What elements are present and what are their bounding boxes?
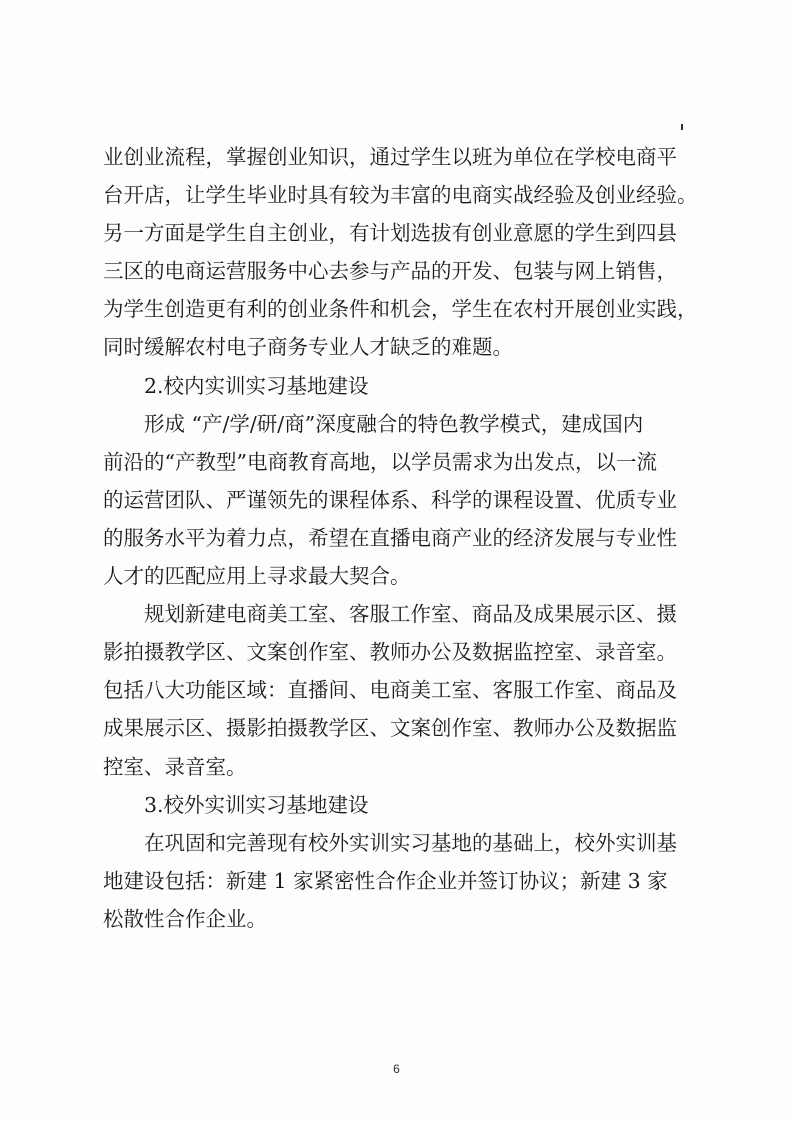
paragraph-line: 人才的匹配应用上寻求最大契合。 bbox=[103, 564, 411, 589]
section-heading-3: 3.校外实训实习基地建设 bbox=[144, 792, 369, 817]
paragraph-line: 的服务水平为着力点，希望在直播电商产业的经济发展与专业性 bbox=[103, 525, 677, 550]
paragraph-line: 的运营团队、严谨领先的课程体系、科学的课程设置、优质专业 bbox=[103, 487, 677, 512]
scan-mark bbox=[681, 124, 683, 130]
paragraph-line: 业创业流程，掌握创业知识，通过学生以班为单位在学校电商平 bbox=[103, 145, 677, 169]
paragraph-line: 在巩固和完善现有校外实训实习基地的基础上，校外实训基 bbox=[144, 830, 677, 855]
paragraph-line: 成果展示区、摄影拍摄教学区、文案创作室、教师办公及数据监 bbox=[103, 716, 677, 741]
paragraph-line: 规划新建电商美工室、客服工作室、商品及成果展示区、摄 bbox=[144, 602, 677, 627]
paragraph-line: 三区的电商运营服务中心去参与产品的开发、包装与网上销售， bbox=[103, 259, 677, 284]
paragraph-line: 同时缓解农村电子商务专业人才缺乏的难题。 bbox=[103, 335, 513, 360]
paragraph-line: 控室、录音室。 bbox=[103, 754, 247, 779]
paragraph-line: 地建设包括：新建 1 家紧密性合作企业并签订协议；新建 3 家 bbox=[103, 868, 668, 893]
paragraph-line: 为学生创造更有利的创业条件和机会，学生在农村开展创业实践， bbox=[103, 297, 698, 322]
section-heading-2: 2.校内实训实习基地建设 bbox=[144, 373, 369, 398]
paragraph-line: 形成 “产/学/研/商”深度融合的特色教学模式，建成国内 bbox=[144, 411, 644, 436]
paragraph-line: 包括八大功能区域：直播间、电商美工室、客服工作室、商品及 bbox=[103, 678, 677, 703]
paragraph-line: 影拍摄教学区、文案创作室、教师办公及数据监控室、录音室。 bbox=[103, 640, 677, 665]
body-text bbox=[103, 138, 703, 938]
paragraph-line: 松散性合作企业。 bbox=[103, 906, 267, 931]
paragraph-line: 前沿的“产教型”电商教育高地，以学员需求为出发点，以一流 bbox=[103, 449, 657, 474]
paragraph-line: 台开店，让学生毕业时具有较为丰富的电商实战经验及创业经验。 bbox=[103, 183, 698, 208]
page-number: 6 bbox=[393, 1062, 400, 1076]
paragraph-line: 另一方面是学生自主创业，有计划选拔有创业意愿的学生到四县 bbox=[103, 221, 677, 246]
